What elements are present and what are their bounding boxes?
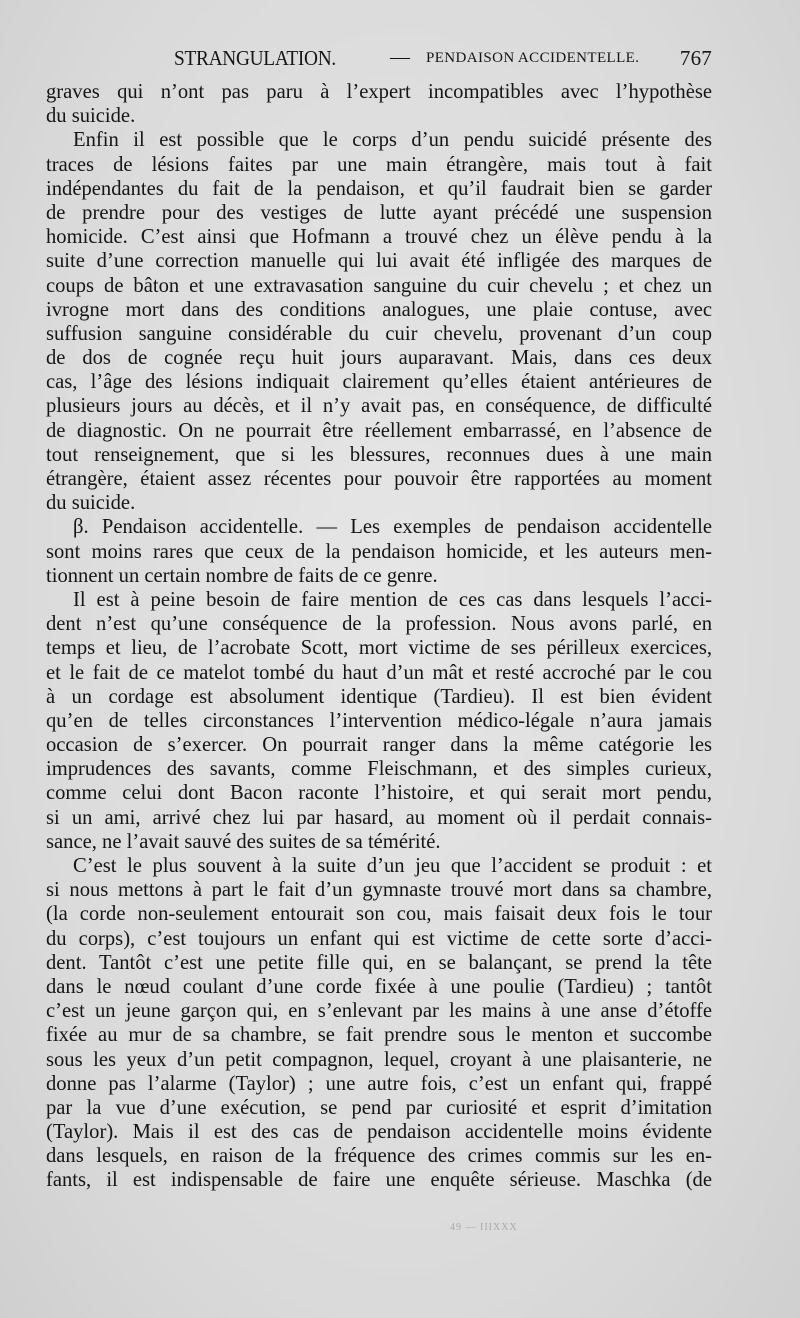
text-line: à un cordage est absolument identique (Tardieu). Il est bien évident — [46, 685, 712, 708]
text-line: ivrogne mort dans des conditions analogues, une plaie contuse, avec — [46, 298, 712, 321]
body-text — [46, 80, 712, 1193]
text-line: du suicide. — [46, 105, 136, 128]
text-line: c’est un jeune garçon qui, en s’enlevant par les mains à une anse d’étoffe — [46, 1000, 712, 1023]
text-line: indépendantes du fait de la pendaison, et qu’il faudrait bien se garder — [46, 177, 712, 200]
text-line: du suicide. — [46, 492, 136, 515]
page-number: 767 — [679, 46, 712, 70]
text-line: fixée au mur de sa chambre, se fait prendre sous le menton et succombe — [46, 1024, 712, 1047]
text-line: C’est le plus souvent à la suite d’un jeu que l’accident se produit : et — [73, 855, 712, 877]
text-line: traces de lésions faites par une main étrangère, mais tout à fait — [46, 153, 712, 176]
text-line: graves qui n’ont pas paru à l’expert incompatibles avec l’hypothèse — [46, 81, 712, 103]
text-line: Il est à peine besoin de faire mention de ces cas dans lesquels l’acci- — [73, 588, 712, 611]
running-head-subtitle: PENDAISON ACCIDENTELLE. — [426, 50, 640, 66]
text-line: sance, ne l’avait sauvé des suites de sa témérité. — [46, 830, 441, 853]
text-line: dans le nœud coulant d’une corde fixée à une poulie (Tardieu) ; tantôt — [46, 975, 712, 998]
text-line: suffusion sanguine considérable du cuir chevelu, provenant d’un coup — [46, 322, 712, 345]
text-line: et le fait de ce matelot tombé du haut d’un mât et resté accroché par le cou — [46, 661, 712, 684]
text-line: occasion de s’exercer. On pourrait ranger dans la même catégorie les — [46, 734, 712, 757]
footer-mark: 49 — IIIXXX — [450, 1222, 518, 1233]
text-line: tout renseignement, que si les blessures, reconnues dues à une main — [46, 443, 712, 466]
text-line: de dos de cognée reçu huit jours auparavant. Mais, dans ces deux — [46, 347, 712, 370]
text-line: sous les yeux d’un petit compagnon, lequel, croyant à une plaisanterie, ne — [46, 1048, 712, 1071]
section-heading-line: β. Pendaison accidentelle. — Les exemples de pendaison accidentelle — [73, 516, 712, 539]
text-line: fants, il est indispensable de faire une enquête sérieuse. Maschka (de — [46, 1169, 712, 1192]
text-line: si un ami, arrivé chez lui par hasard, au moment où il perdait connais- — [46, 806, 712, 829]
text-line: si nous mettons à part le fait d’un gymnaste trouvé mort dans sa chambre, — [46, 879, 712, 902]
text-line: de prendre pour des vestiges de lutte ayant précédé une suspension — [46, 201, 712, 224]
running-head-title: STRANGULATION. — [174, 46, 336, 70]
text-line: coups de bâton et une extravasation sanguine du cuir chevelu ; et chez un — [46, 274, 712, 297]
running-head-dash: — — [390, 46, 411, 68]
text-line: sont moins rares que ceux de la pendaison homicide, et les auteurs men- — [46, 540, 712, 563]
text-line: suite d’une correction manuelle qui lui avait été infligée des marques de — [46, 250, 712, 273]
text-line: tionnent un certain nombre de faits de ce genre. — [46, 564, 438, 587]
text-line: temps et lieu, de l’acrobate Scott, mort victime de ses périlleux exercices, — [46, 637, 712, 660]
text-line: du corps), c’est toujours un enfant qui est victime de cette sorte d’acci- — [46, 927, 712, 950]
text-line: cas, l’âge des lésions indiquait clairement qu’elles étaient antérieures de — [46, 371, 712, 394]
text-line: donne pas l’alarme (Taylor) ; une autre fois, c’est un enfant qui, frappé — [46, 1072, 712, 1095]
text-line: étrangère, étaient assez récentes pour pouvoir être rapportées au moment — [46, 468, 712, 490]
text-line: dent. Tantôt c’est une petite fille qui, en se balançant, se prend la tête — [46, 951, 712, 974]
text-line: qu’en de telles circonstances l’intervention médico-légale n’aura jamais — [46, 709, 712, 732]
text-line: (la corde non-seulement entourait son cou, mais faisait deux fois le tour — [46, 903, 712, 926]
text-line: Enfin il est possible que le corps d’un pendu suicidé présente des — [73, 129, 712, 152]
running-head — [46, 40, 712, 80]
text-line: homicide. C’est ainsi que Hofmann a trouvé chez un élève pendu à la — [46, 226, 712, 249]
text-line: de diagnostic. On ne pourrait être réellement embarrassé, en l’absence de — [46, 419, 712, 442]
text-line: par la vue d’une exécution, se pend par curiosité et esprit d’imitation — [46, 1096, 712, 1119]
text-line: plusieurs jours au décès, et il n’y avait pas, en conséquence, de difficulté — [46, 395, 712, 418]
text-line: comme celui dont Bacon raconte l’histoire, et qui serait mort pendu, — [46, 782, 712, 805]
document-page — [46, 40, 712, 1193]
text-line: dent n’est qu’une conséquence de la profession. Nous avons parlé, en — [46, 613, 712, 636]
text-line: imprudences des savants, comme Fleischmann, et des simples curieux, — [46, 758, 712, 781]
text-line: dans lesquels, en raison de la fréquence des crimes commis sur les en- — [46, 1145, 712, 1168]
text-line: (Taylor). Mais il est des cas de pendaison accidentelle moins évidente — [46, 1121, 712, 1144]
